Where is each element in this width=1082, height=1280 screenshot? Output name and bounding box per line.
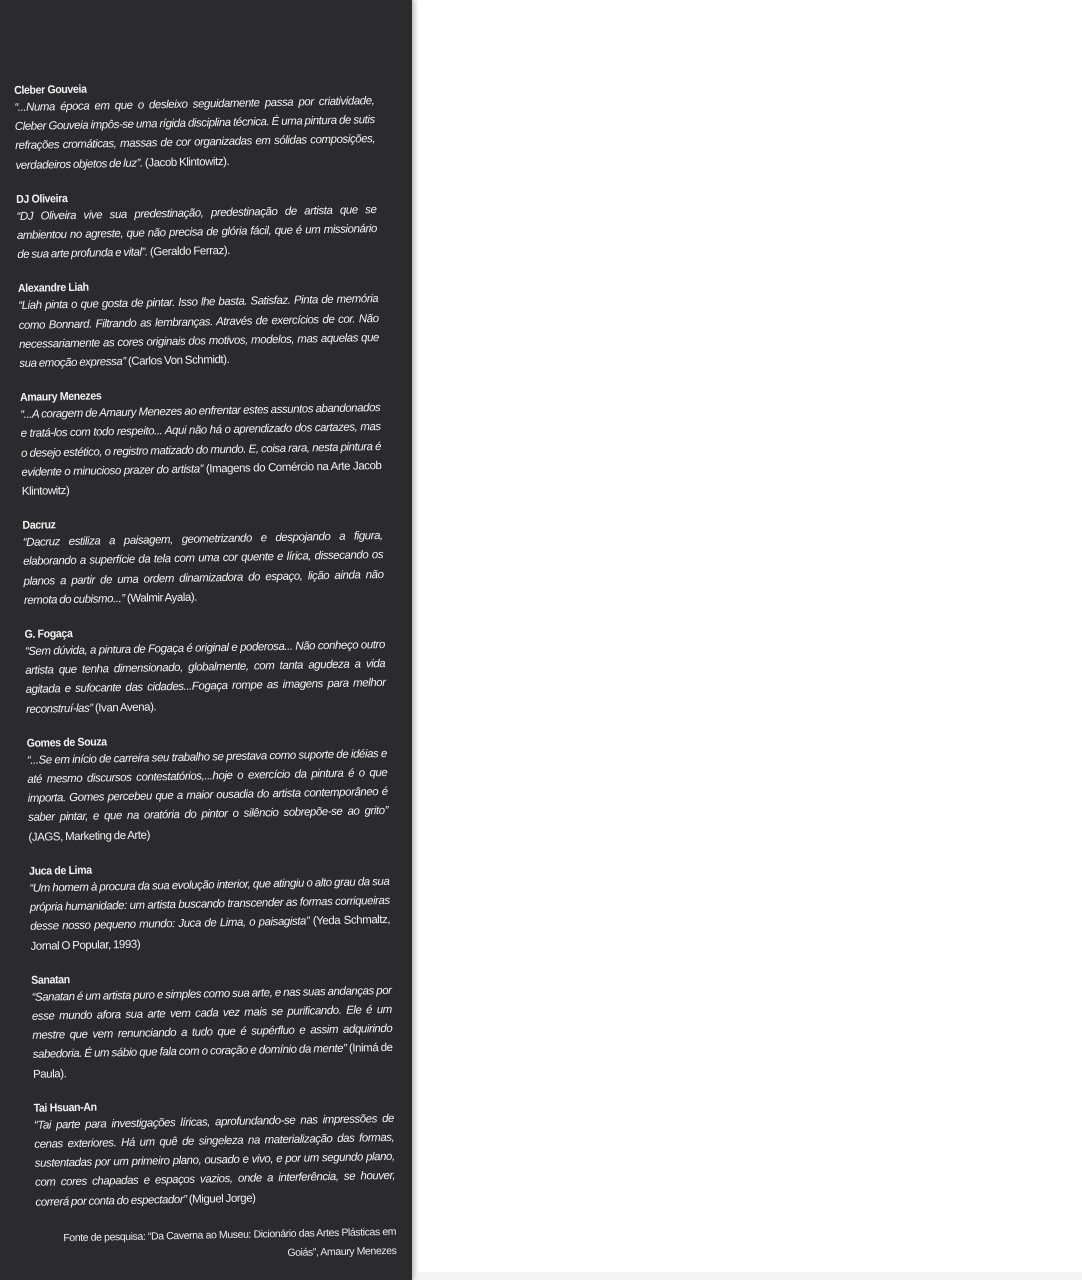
research-source-footnote: Fonte de pesquisa: “Da Caverna ao Museu: Dicionário das Artes Plásticas em Goiás”, Amaury Menezes [63, 1225, 397, 1259]
quote: “...A coragem de Amaury Menezes ao enfrentar estes assuntos abandonados e tratá-los com todo respeito... Aqui não há o aprendizado dos cartazes, mas o desejo estético, o registro matizado do mundo. E, coisa rara, nesta pintura é evidente o minucioso prazer do artista” [20, 402, 382, 479]
entry-g-fogaca [24, 621, 386, 720]
quote: “Liah pinta o que gosta de pintar. Isso lhe basta. Satisfaz. Pinta de memória como Bonnard. Filtrando as lembranças. Através de exercícios de cor. Não necessariamente as cores originais dos motivos, modelos, mas aquelas que sua emoção expressa” [18, 293, 380, 370]
artist-quote-text [29, 873, 390, 957]
artist-quote-text [18, 290, 379, 374]
artist-quote-text [14, 92, 375, 176]
quote: “Sanatan é um artista puro e simples como sua arte, e nas suas andanças por esse mundo afora sua arte vem cada vez mais se purificando. Ele é um mestre que vem renunciando a tudo que é supérfluo e assim adquirindo sabedoria. É um sábio que fala com o coração e domínio da mente” [31, 984, 393, 1062]
quote: “...Se em início de carreira seu trabalho se prestava como suporte de idéias e até mesmo discursos contestatórios,...hoje o exercício da pintura é o que importa. Gomes percebeu que a maior ousadia do artista contemporâneo é saber pintar, e que na oratória do pintor o silêncio sobrepõe-se ao grito” [26, 747, 389, 825]
entry-juca-de-lima [29, 858, 391, 957]
quote: “Tai parte para investigações líricas, aprofundando-se nas impressões de cenas exteriores. Há um quê de singeleza na materialização das formas, sustentadas por um primeiro plano, ousado e vivo, e por um segundo plano, com cores chapadas e espaços vazios, onde a interferência, se houver, correrá por conta do espectador” [33, 1112, 396, 1209]
entry-alexandre-liah [18, 275, 380, 374]
quote-source: (Geraldo Ferraz). [147, 245, 231, 259]
artist-name: Juca de Lima [29, 864, 92, 878]
artist-quote-text [31, 982, 393, 1085]
quote-source: (Jacob Klintowitz). [142, 155, 230, 170]
quote-source: (Walmir Ayala). [124, 591, 198, 605]
artist-name: G. Fogaça [24, 628, 73, 641]
quote-source: (Carlos Von Schmidt). [125, 353, 230, 368]
blank-facing-page [418, 0, 1082, 1272]
quote: “Um homem à procura da sua evolução interior, que atingiu o alto grau da sua própria humanidade: um artista buscando transcender as formas corriqueiras desse nosso pequeno mundo: Juca de Lima, o paisagista” [29, 875, 390, 934]
entry-dacruz [22, 512, 384, 611]
artist-quote-text [23, 527, 384, 611]
artist-quote-text [27, 745, 389, 848]
artist-name: Gomes de Souza [26, 736, 107, 750]
entry-amaury-menezes [20, 384, 382, 502]
dark-text-panel [0, 0, 412, 1280]
entry-sanatan [31, 967, 393, 1085]
quote-source: (Imagens do Comércio na Arte Jacob Klintowitz) [21, 459, 382, 498]
quote: “Sem dúvida, a pintura de Fogaça é original e poderosa... Não conheço outro artista que tenha dimensionado, globalmente, com tanta agudeza a vida agitada e sufocante das cidades...Fogaça rompe as imagens para melhor reconstruí-las” [24, 639, 386, 716]
artist-quote-text [20, 399, 382, 502]
artist-quote-text [16, 201, 377, 266]
quote-source: (Inimá de Paula). [32, 1042, 393, 1081]
artist-quote-text [25, 636, 386, 720]
artist-name: Cleber Gouveia [14, 83, 87, 97]
quote: “DJ Oliveira vive sua predestinação, predestinação de artista que se ambientou no agreste, que não precisa de glória fácil, que é um missionário de sua arte profunda e vital”. [16, 203, 377, 262]
quote: “...Numa época em que o desleixo seguidamente passa por criatividade, Cleber Gouveia impôs-se uma rígida disciplina técnica. É uma pintura de sutis refrações cromáticas, massas de cor organizadas em sólidas composições, verdadeiros objetos de luz”. [14, 95, 376, 172]
artist-name: Dacruz [22, 519, 56, 533]
entry-dj-oliveira [16, 186, 377, 266]
quote-source: (Ivan Avena). [92, 701, 157, 715]
artist-name: Sanatan [31, 973, 70, 987]
quote-source: (Miguel Jorge) [186, 1192, 256, 1206]
artist-name: Amaury Menezes [19, 390, 102, 405]
artist-name: DJ Oliveira [16, 192, 68, 206]
artist-name: Alexandre Liah [17, 282, 89, 296]
artist-quotes-column [14, 77, 397, 1267]
quote-source: (JAGS, Marketing de Arte) [28, 829, 151, 844]
entry-gomes-de-souza [27, 730, 389, 848]
quote-source: (Yeda Schmaltz, Jornal O Popular, 1993) [30, 914, 391, 953]
entry-tai-hsuan-an [34, 1095, 396, 1213]
artist-name: Tai Hsuan-An [33, 1101, 97, 1115]
artist-quote-text [34, 1110, 396, 1213]
quote: “Dacruz estiliza a paisagem, geometrizando e despojando a figura, elaborando a superfície da tela com uma cor quente e lírica, dissecando os planos a partir de uma ordem dinamizadora do espaço, lição ainda não remota do cubismo...” [22, 530, 384, 607]
entry-cleber-gouveia [14, 77, 376, 176]
